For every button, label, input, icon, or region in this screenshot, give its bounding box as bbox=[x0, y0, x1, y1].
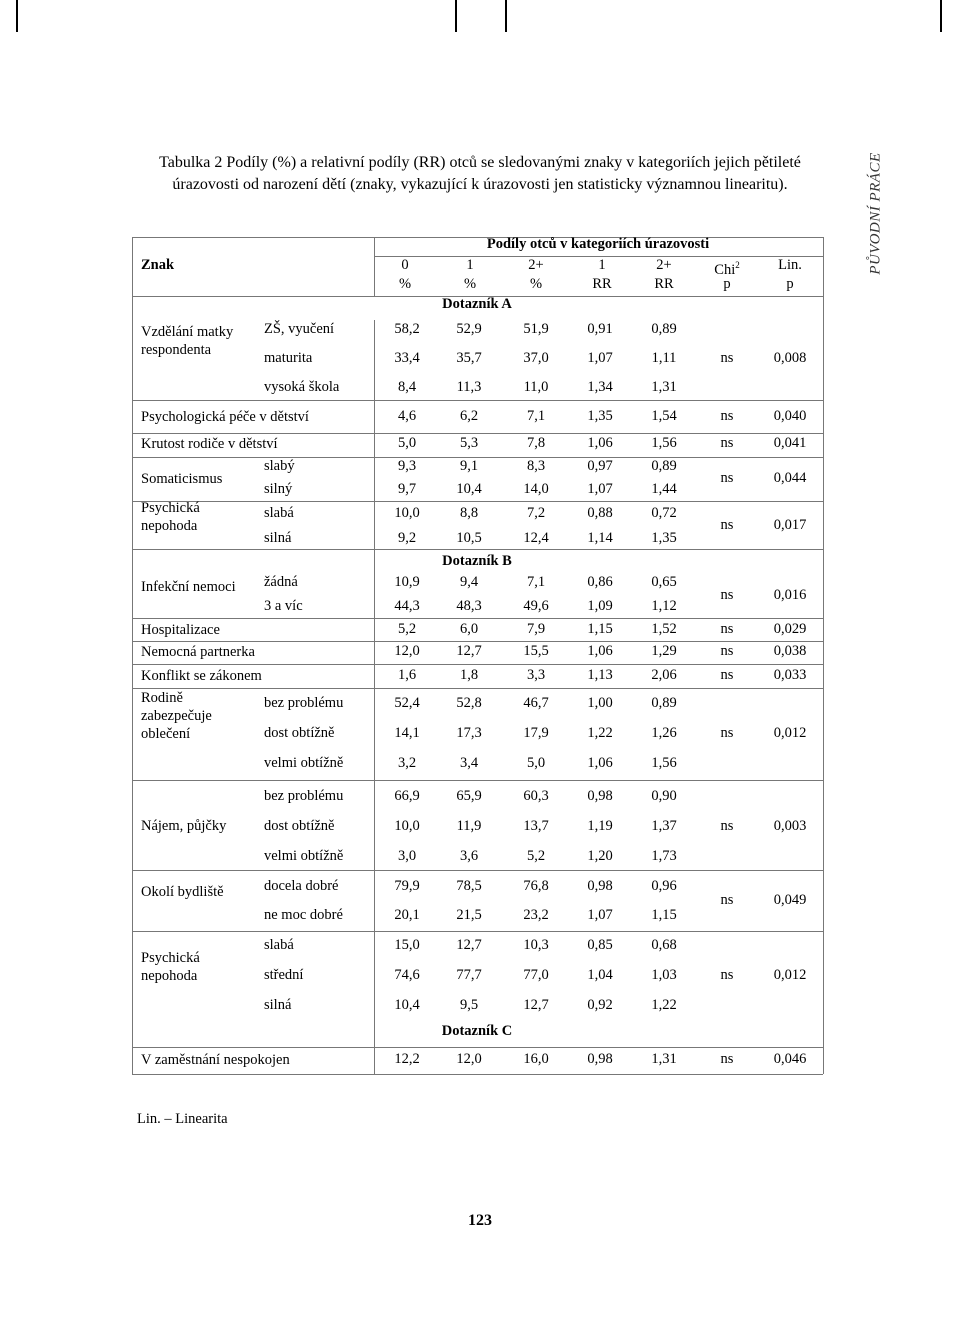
table-cell: 3,0 bbox=[397, 848, 417, 864]
table-cell: 1,15 bbox=[651, 907, 677, 923]
row-category-label: velmi obtížně bbox=[264, 848, 344, 864]
row-feature-label: V zaměstnání nespokojen bbox=[141, 1052, 290, 1068]
chi-square-cell: ns bbox=[720, 643, 734, 659]
row-category-label: žádná bbox=[264, 574, 298, 590]
table-cell: 35,7 bbox=[456, 350, 482, 366]
table-rule bbox=[132, 433, 823, 434]
table-cell: 0,98 bbox=[587, 878, 613, 894]
table-cell: 1,03 bbox=[651, 967, 677, 983]
row-category-label: bez problému bbox=[264, 695, 344, 711]
table-cell: 15,5 bbox=[523, 643, 549, 659]
row-feature-label: Psychická nepohoda bbox=[141, 500, 200, 534]
column-header: 0 bbox=[401, 257, 409, 273]
table-cell: 1,07 bbox=[587, 481, 613, 497]
table-cell: 46,7 bbox=[523, 695, 549, 711]
table-cell: 6,0 bbox=[459, 621, 479, 637]
table-cell: 1,56 bbox=[651, 755, 677, 771]
column-unit: % bbox=[398, 276, 412, 292]
table-cell: 1,07 bbox=[587, 907, 613, 923]
table-cell: 8,8 bbox=[459, 505, 479, 521]
row-category-label: velmi obtížně bbox=[264, 755, 344, 771]
row-feature-label: Rodině zabezpečuje oblečení bbox=[141, 690, 212, 742]
column-header: 1 bbox=[598, 257, 606, 273]
table-cell: 1,09 bbox=[587, 598, 613, 614]
table-cell: 7,9 bbox=[526, 621, 546, 637]
table-cell: 12,7 bbox=[523, 997, 549, 1013]
table-cell: 7,8 bbox=[526, 435, 546, 451]
table-cell: 1,07 bbox=[587, 350, 613, 366]
row-feature-label: Somaticismus bbox=[141, 471, 223, 487]
row-feature-label: Konflikt se zákonem bbox=[141, 668, 262, 684]
table-rule bbox=[132, 780, 823, 781]
table-cell: 11,3 bbox=[456, 379, 482, 395]
table-cell: 0,89 bbox=[651, 321, 677, 337]
table-cell: 1,56 bbox=[651, 435, 677, 451]
column-unit: % bbox=[529, 276, 543, 292]
table-rule bbox=[132, 618, 823, 619]
table-cell: 23,2 bbox=[523, 907, 549, 923]
linearity-cell: 0,041 bbox=[773, 435, 807, 451]
row-category-label: dost obtížně bbox=[264, 725, 335, 741]
linearity-cell: 0,040 bbox=[773, 408, 807, 424]
table-cell: 1,54 bbox=[651, 408, 677, 424]
chi-square-cell: ns bbox=[720, 350, 734, 366]
table-cell: 10,0 bbox=[394, 505, 420, 521]
table-caption: Tabulka 2 Podíly (%) a relativní podíly (RR) otců se sledovanými znaky v kategoriích jejich pětileté úrazovosti od narození dětí (znaky, vykazující k úrazovosti jen statisticky významnou linearitu). bbox=[159, 154, 801, 193]
section-label: Dotazník C bbox=[441, 1023, 513, 1039]
linearity-cell: 0,016 bbox=[773, 587, 807, 603]
row-feature-label: Okolí bydliště bbox=[141, 884, 224, 900]
table-cell: 21,5 bbox=[456, 907, 482, 923]
section-label: Dotazník B bbox=[442, 553, 512, 569]
row-category-label: docela dobré bbox=[264, 878, 339, 894]
table-cell: 10,3 bbox=[523, 937, 549, 953]
table-cell: 0,89 bbox=[651, 695, 677, 711]
column-unit: RR bbox=[654, 276, 674, 292]
table-cell: 1,20 bbox=[587, 848, 613, 864]
table-cell: 1,22 bbox=[587, 725, 613, 741]
table-cell: 33,4 bbox=[394, 350, 420, 366]
table-cell: 14,1 bbox=[394, 725, 420, 741]
linearity-cell: 0,008 bbox=[773, 350, 807, 366]
table-rule bbox=[132, 237, 823, 238]
table-cell: 8,4 bbox=[397, 379, 417, 395]
table-cell: 74,6 bbox=[394, 967, 420, 983]
table-cell: 1,26 bbox=[651, 725, 677, 741]
table-cell: 52,9 bbox=[456, 321, 482, 337]
table-rule bbox=[823, 237, 824, 1074]
table-cell: 77,0 bbox=[523, 967, 549, 983]
row-category-label: ne moc dobré bbox=[264, 907, 343, 923]
column-header: Chi$^2$ bbox=[714, 260, 740, 278]
table-rule bbox=[132, 870, 823, 871]
table-rule bbox=[132, 664, 823, 665]
chi-square-cell: ns bbox=[720, 587, 734, 603]
row-feature-label: Krutost rodiče v dětství bbox=[141, 436, 278, 452]
table-cell: 10,9 bbox=[394, 574, 420, 590]
footnote: Lin. – Linearita bbox=[137, 1111, 228, 1127]
column-unit: RR bbox=[592, 276, 612, 292]
linearity-cell: 0,046 bbox=[773, 1051, 807, 1067]
chi-square-cell: ns bbox=[720, 818, 734, 834]
table-cell: 0,85 bbox=[587, 937, 613, 953]
row-category-label: slabá bbox=[264, 937, 294, 953]
table-rule bbox=[374, 237, 375, 296]
table-cell: 0,91 bbox=[587, 321, 613, 337]
table-cell: 60,3 bbox=[523, 788, 549, 804]
table-rule bbox=[132, 1047, 823, 1048]
table-cell: 17,3 bbox=[456, 725, 482, 741]
table-cell: 6,2 bbox=[459, 408, 479, 424]
chi-square-cell: ns bbox=[720, 892, 734, 908]
row-category-label: ZŠ, vyučení bbox=[264, 321, 335, 337]
row-feature-label: Nájem, půjčky bbox=[141, 818, 227, 834]
table-cell: 10,0 bbox=[394, 818, 420, 834]
table-rule bbox=[132, 400, 823, 401]
table-cell: 20,1 bbox=[394, 907, 420, 923]
table-cell: 9,1 bbox=[459, 458, 479, 474]
linearity-cell: 0,003 bbox=[773, 818, 807, 834]
page-number: 123 bbox=[468, 1212, 492, 1229]
table-cell: 1,06 bbox=[587, 643, 613, 659]
table-cell: 5,2 bbox=[397, 621, 417, 637]
chi-square-cell: ns bbox=[720, 967, 734, 983]
table-cell: 77,7 bbox=[456, 967, 482, 983]
table-cell: 66,9 bbox=[394, 788, 420, 804]
table-rule bbox=[132, 641, 823, 642]
table-cell: 1,22 bbox=[651, 997, 677, 1013]
chi-square-cell: ns bbox=[720, 408, 734, 424]
column-unit: p bbox=[723, 276, 731, 292]
linearity-cell: 0,033 bbox=[773, 667, 807, 683]
section-label: Dotazník A bbox=[442, 296, 512, 312]
column-header: 2+ bbox=[656, 257, 672, 273]
table-cell: 10,4 bbox=[394, 997, 420, 1013]
table-cell: 10,4 bbox=[456, 481, 482, 497]
table-cell: 12,4 bbox=[523, 530, 549, 546]
table-cell: 1,34 bbox=[587, 379, 613, 395]
table-cell: 1,19 bbox=[587, 818, 613, 834]
table-cell: 1,06 bbox=[587, 435, 613, 451]
table-cell: 0,97 bbox=[587, 458, 613, 474]
table-cell: 12,7 bbox=[456, 643, 482, 659]
table-cell: 1,44 bbox=[651, 481, 677, 497]
table-cell: 5,0 bbox=[526, 755, 546, 771]
linearity-cell: 0,017 bbox=[773, 517, 807, 533]
linearity-cell: 0,044 bbox=[773, 470, 807, 486]
table-cell: 0,68 bbox=[651, 937, 677, 953]
table-cell: 1,29 bbox=[651, 643, 677, 659]
table-cell: 9,5 bbox=[459, 997, 479, 1013]
table-cell: 1,8 bbox=[459, 667, 479, 683]
table-cell: 7,1 bbox=[526, 408, 546, 424]
row-feature-label: Infekční nemoci bbox=[141, 579, 236, 595]
table-cell: 52,8 bbox=[456, 695, 482, 711]
row-category-label: střední bbox=[264, 967, 304, 983]
table-cell: 13,7 bbox=[523, 818, 549, 834]
table-cell: 17,9 bbox=[523, 725, 549, 741]
row-category-label: maturita bbox=[264, 350, 313, 366]
table-cell: 5,0 bbox=[397, 435, 417, 451]
column-header: Lin. bbox=[778, 257, 802, 273]
table-cell: 14,0 bbox=[523, 481, 549, 497]
table-cell: 1,12 bbox=[651, 598, 677, 614]
table-cell: 0,65 bbox=[651, 574, 677, 590]
chi-square-cell: ns bbox=[720, 470, 734, 486]
table-rule bbox=[132, 1074, 823, 1075]
table-cell: 1,15 bbox=[587, 621, 613, 637]
linearity-cell: 0,012 bbox=[773, 967, 807, 983]
table-cell: 78,5 bbox=[456, 878, 482, 894]
column-header-znak: Znak bbox=[141, 257, 175, 273]
table-cell: 0,98 bbox=[587, 1051, 613, 1067]
table-cell: 1,11 bbox=[651, 350, 677, 366]
table-cell: 0,72 bbox=[651, 505, 677, 521]
table-cell: 49,6 bbox=[523, 598, 549, 614]
row-category-label: 3 a víc bbox=[264, 598, 303, 614]
table-rule bbox=[132, 237, 133, 1074]
chi-square-cell: ns bbox=[720, 725, 734, 741]
row-feature-label: Nemocná partnerka bbox=[141, 644, 255, 660]
row-category-label: silný bbox=[264, 481, 293, 497]
table-cell: 0,89 bbox=[651, 458, 677, 474]
table-cell: 1,35 bbox=[651, 530, 677, 546]
table-cell: 76,8 bbox=[523, 878, 549, 894]
column-group-title: Podíly otců v kategoriích úrazovosti bbox=[486, 236, 710, 252]
table-rule bbox=[132, 549, 823, 550]
column-header: 2+ bbox=[528, 257, 544, 273]
row-category-label: bez problému bbox=[264, 788, 344, 804]
table-cell: 48,3 bbox=[456, 598, 482, 614]
table-cell: 5,3 bbox=[459, 435, 479, 451]
table-cell: 12,7 bbox=[456, 937, 482, 953]
row-feature-label: Psychologická péče v dětství bbox=[141, 409, 309, 425]
table-cell: 7,2 bbox=[526, 505, 546, 521]
table-cell: 58,2 bbox=[394, 321, 420, 337]
table-cell: 1,31 bbox=[651, 1051, 677, 1067]
linearity-cell: 0,038 bbox=[773, 643, 807, 659]
table-cell: 12,0 bbox=[456, 1051, 482, 1067]
table-cell: 3,6 bbox=[459, 848, 479, 864]
table-cell: 37,0 bbox=[523, 350, 549, 366]
table-cell: 1,37 bbox=[651, 818, 677, 834]
table-cell: 9,7 bbox=[397, 481, 417, 497]
row-feature-label: Hospitalizace bbox=[141, 622, 220, 638]
table-cell: 4,6 bbox=[397, 408, 417, 424]
table-cell: 0,90 bbox=[651, 788, 677, 804]
table-cell: 0,88 bbox=[587, 505, 613, 521]
row-category-label: dost obtížně bbox=[264, 818, 335, 834]
table-cell: 2,06 bbox=[651, 667, 677, 683]
table-cell: 1,04 bbox=[587, 967, 613, 983]
table-cell: 51,9 bbox=[523, 321, 549, 337]
table-cell: 1,35 bbox=[587, 408, 613, 424]
row-feature-label: Psychická nepohoda bbox=[141, 950, 200, 984]
table-rule bbox=[132, 931, 823, 932]
table-cell: 65,9 bbox=[456, 788, 482, 804]
table-cell: 0,96 bbox=[651, 878, 677, 894]
table-cell: 8,3 bbox=[526, 458, 546, 474]
row-category-label: slabá bbox=[264, 505, 294, 521]
row-category-label: slabý bbox=[264, 458, 295, 474]
table-cell: 12,0 bbox=[394, 643, 420, 659]
row-category-label: silná bbox=[264, 530, 292, 546]
table-cell: 1,13 bbox=[587, 667, 613, 683]
chi-square-cell: ns bbox=[720, 517, 734, 533]
table-cell: 1,00 bbox=[587, 695, 613, 711]
row-category-label: silná bbox=[264, 997, 292, 1013]
chi-square-cell: ns bbox=[720, 1051, 734, 1067]
linearity-cell: 0,012 bbox=[773, 725, 807, 741]
table-cell: 1,31 bbox=[651, 379, 677, 395]
table-cell: 9,3 bbox=[397, 458, 417, 474]
table-cell: 1,73 bbox=[651, 848, 677, 864]
table-cell: 1,52 bbox=[651, 621, 677, 637]
table-cell: 7,1 bbox=[526, 574, 546, 590]
table-cell: 12,2 bbox=[394, 1051, 420, 1067]
column-header: 1 bbox=[466, 257, 474, 273]
linearity-cell: 0,029 bbox=[773, 621, 807, 637]
table-cell: 15,0 bbox=[394, 937, 420, 953]
table-cell: 1,6 bbox=[397, 667, 417, 683]
table-cell: 5,2 bbox=[526, 848, 546, 864]
table-cell: 44,3 bbox=[394, 598, 420, 614]
column-unit: % bbox=[463, 276, 477, 292]
column-unit: p bbox=[786, 276, 794, 292]
linearity-cell: 0,049 bbox=[773, 892, 807, 908]
table-cell: 0,92 bbox=[587, 997, 613, 1013]
table-cell: 16,0 bbox=[523, 1051, 549, 1067]
table-cell: 52,4 bbox=[394, 695, 420, 711]
table-cell: 0,86 bbox=[587, 574, 613, 590]
table-cell: 3,4 bbox=[459, 755, 479, 771]
table-cell: 1,06 bbox=[587, 755, 613, 771]
table-cell: 9,2 bbox=[397, 530, 417, 546]
section-side-label: PŮVODNÍ PRÁCE bbox=[867, 152, 884, 275]
table-cell: 0,98 bbox=[587, 788, 613, 804]
chi-square-cell: ns bbox=[720, 435, 734, 451]
table-cell: 10,5 bbox=[456, 530, 482, 546]
table-cell: 11,9 bbox=[456, 818, 482, 834]
row-feature-label: Vzdělání matky respondenta bbox=[141, 324, 234, 358]
table-cell: 11,0 bbox=[523, 379, 549, 395]
row-category-label: vysoká škola bbox=[264, 379, 340, 395]
table-cell: 3,2 bbox=[397, 755, 417, 771]
table-cell: 3,3 bbox=[526, 667, 546, 683]
chi-square-cell: ns bbox=[720, 667, 734, 683]
table-cell: 79,9 bbox=[394, 878, 420, 894]
table-cell: 1,14 bbox=[587, 530, 613, 546]
chi-square-cell: ns bbox=[720, 621, 734, 637]
table-cell: 9,4 bbox=[459, 574, 479, 590]
